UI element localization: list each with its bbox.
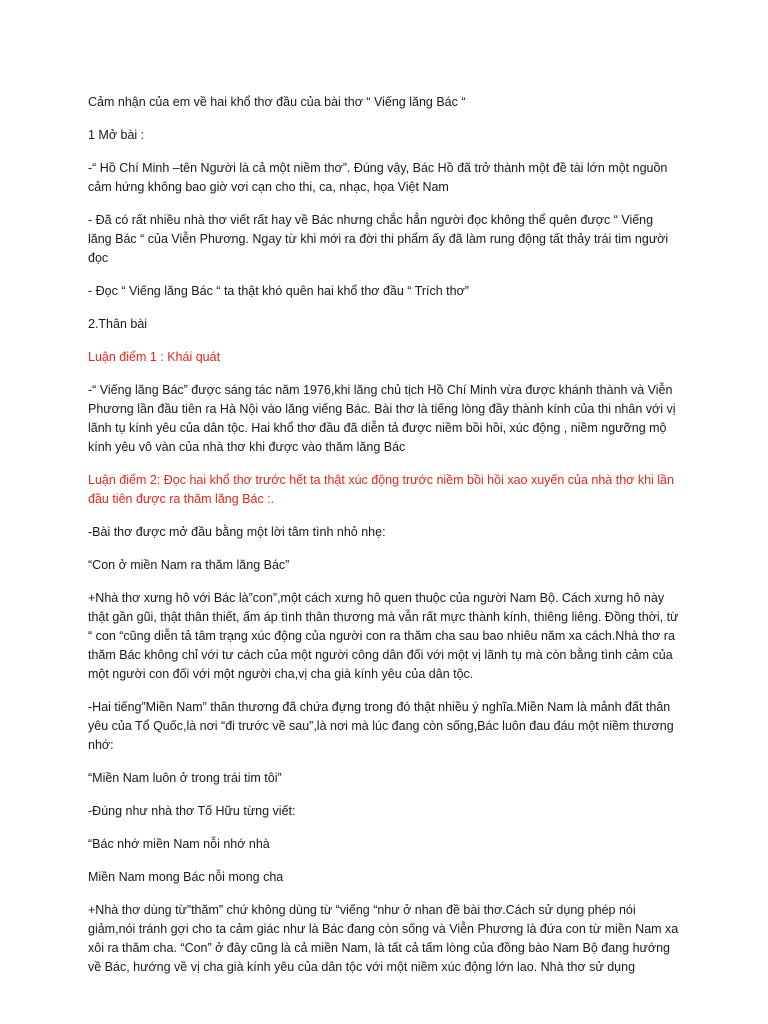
red-heading-argument-1: Luận điểm 1 : Khái quát	[88, 350, 221, 364]
document-page	[88, 93, 680, 991]
paragraph: - Đã có rất nhiều nhà thơ viết rất hay về Bác nhưng chắc hẳn người đọc không thể quên được “ Viếng lăng Bác “ của Viễn Phương. Ngay từ khi mới ra đời thi phẩm ấy đã làm rung động tất thảy trái tim người đọc	[88, 213, 669, 265]
paragraph: -Hai tiếng”Miền Nam” thân thương đã chứa đựng trong đó thật nhiều ý nghĩa.Miền Nam là mảnh đất thân yêu của Tổ Quốc,là nơi “đi trước về sau”,là nơi mà lúc đang còn sống,Bác luôn đau đáu một niềm thương nhớ:	[88, 700, 674, 752]
section-heading-intro: 1 Mở bài :	[88, 128, 145, 142]
red-heading-argument-2: Luận điểm 2: Đọc hai khổ thơ trước hết ta thật xúc động trước niềm bồi hồi xao xuyến của nhà thơ khi lần đầu tiên được ra thăm lăng Bác :.	[88, 473, 674, 506]
paragraph: +Nhà thơ xưng hô với Bác là”con”,một cách xưng hô quen thuộc của người Nam Bộ. Cách xưng hô này thật gần gũi, thật thân thiết, ấm áp tình thân thương mà vẫn rất mực thành kính, thiêng liêng. Đồng thời, từ “ con “cũng diễn tả tâm trạng xúc động của người con ra thăm cha sau bao nhiêu năm xa cách.Nhà thơ ra thăm Bác không chỉ với tư cách của một người công dân đối với một vị lãnh tụ mà còn bằng tình cảm của một người con đối với một người cha,vị cha già kính yêu của dân tộc.	[88, 591, 679, 681]
paragraph: - Đọc “ Viếng lăng Bác “ ta thật khó quên hai khổ thơ đầu “ Trích thơ”	[88, 284, 469, 298]
document-title: Cảm nhận của em về hai khổ thơ đầu của bài thơ “ Viếng lăng Bác “	[88, 95, 466, 109]
poem-quote-line: “Bác nhớ miền Nam nỗi nhớ nhà	[88, 837, 270, 851]
paragraph: -Đúng như nhà thơ Tố Hữu từng viết:	[88, 804, 296, 818]
paragraph: +Nhà thơ dùng từ”thăm” chứ không dùng từ “viếng “như ở nhan đề bài thơ.Cách sử dụng phép nói giảm,nói tránh gợi cho ta cảm giác như là Bác đang còn sống và Viễn Phương là đứa con từ miền Nam xa xôi ra thăm cha. “Con” ở đây cũng là cả miền Nam, là tất cả tấm lòng của đồng bào Nam Bộ đang hướng về Bác, hướng về vị cha già kính yêu của dân tộc với một niềm xúc động lớn lao. Nhà thơ sử dụng	[88, 903, 679, 974]
poem-quote: “Con ở miền Nam ra thăm lăng Bác”	[88, 558, 290, 572]
section-heading-body: 2.Thân bài	[88, 317, 148, 331]
paragraph: -Bài thơ được mở đầu bằng một lời tâm tình nhỏ nhẹ:	[88, 525, 386, 539]
paragraph: -“ Hồ Chí Minh –tên Người là cả một niềm thơ”. Đúng vậy, Bác Hồ đã trở thành một đề tài lớn một nguồn cảm hứng không bao giờ vơi cạn cho thi, ca, nhạc, họa Việt Nam	[88, 161, 668, 194]
poem-quote-line: Miền Nam mong Bác nỗi mong cha	[88, 870, 284, 884]
paragraph: -“ Viếng lăng Bác” được sáng tác năm 1976,khi lăng chủ tịch Hồ Chí Minh vừa được khánh thành và Viễn Phương lần đầu tiên ra Hà Nội vào lăng viếng Bác. Bài thơ là tiếng lòng đầy thành kính của thi nhân với vị lãnh tụ kính yêu của dân tộc. Hai khổ thơ đầu đã diễn tả được niềm bồi hồi, xúc động , niềm ngưỡng mộ kính yêu vô vàn của nhà thơ khi được vào thăm lăng Bác	[88, 383, 676, 454]
poem-quote: “Miền Nam luôn ở trong trái tim tôi”	[88, 771, 282, 785]
